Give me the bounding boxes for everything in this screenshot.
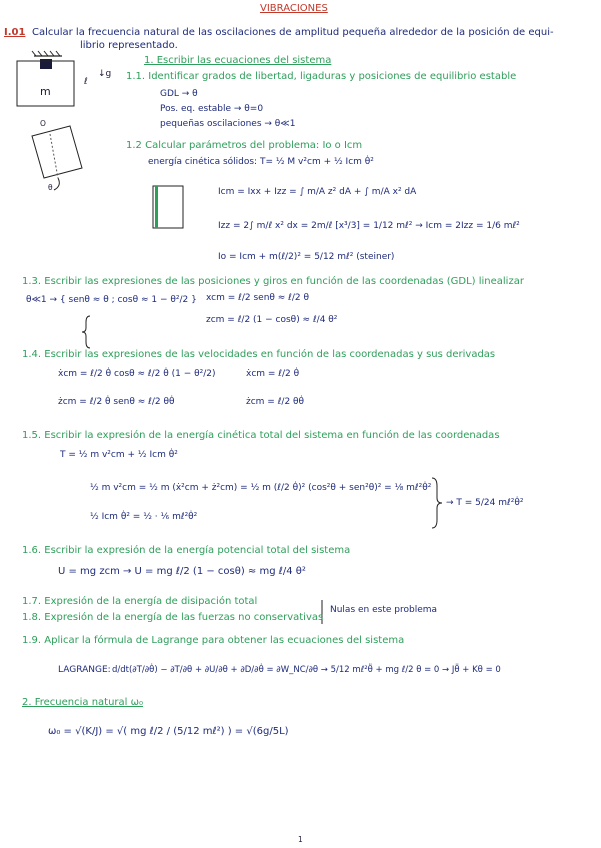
icm-equation: Icm = Ixx + Izz = ∫ m/A z² dA + ∫ m/A x² dA [218, 187, 417, 197]
o-label: O [40, 119, 46, 128]
natural-frequency-formula: ω₀ = √(K/J) = √( mg ℓ/2 / (5/12 mℓ²) ) = √(6g/5L) [48, 726, 289, 737]
section-1-2-title: 1.2 Calcular parámetros del problema: Io o Icm [126, 140, 363, 151]
energy-brace [432, 478, 442, 528]
rotational-energy: ½ Icm θ̇² = ½ · ⅙ mℓ²θ̇² [90, 512, 198, 522]
translational-energy: ½ m v²cm = ½ m (ẋ²cm + ż²cm) = ½ m (ℓ/2 θ̇)² (cos²θ + sen²θ)² = ⅛ mℓ²θ̇² [90, 483, 432, 493]
lagrange-label: LAGRANGE: [58, 665, 111, 675]
kinetic-energy-solids: energía cinética sólidos: T= ½ M v²cm + ½ Icm θ̇² [148, 157, 374, 167]
approx-brace [82, 316, 90, 348]
nulas-note: Nulas en este problema [330, 605, 438, 615]
izz-equation: Izz = 2∫ m/ℓ x² dx = 2m/ℓ [x³/3] = 1/12 mℓ² → Icm = 2Izz = 1/6 mℓ² [218, 221, 520, 231]
plate-section-figure [153, 186, 183, 228]
kinetic-energy-result: → T = 5/24 mℓ²θ̇² [446, 498, 524, 508]
xcm-position: xcm = ℓ/2 senθ ≈ ℓ/2 θ [206, 293, 310, 303]
equilibrium-line: Pos. eq. estable → θ=0 [160, 104, 264, 114]
problem-statement-line2: librio representado. [80, 40, 178, 51]
potential-energy: U = mg zcm → U = mg ℓ/2 (1 − cosθ) ≈ mg ℓ/4 θ² [58, 566, 306, 577]
page-number: 1 [298, 835, 303, 844]
section-1-8-title: 1.8. Expresión de la energía de las fuerzas no conservativas [22, 612, 324, 623]
lagrange-equation: d/dt(∂T/∂θ̇) − ∂T/∂θ + ∂U/∂θ + ∂D/∂θ̇ = ∂W_NC/∂θ → 5/12 mℓ²θ̈ + mg ℓ/2 θ = 0 → Jθ̈ + Kθ = 0 [112, 665, 501, 675]
zcm-position: zcm = ℓ/2 (1 − cosθ) ≈ ℓ/4 θ² [206, 315, 338, 325]
io-equation: Io = Icm + m(ℓ/2)² = 5/12 mℓ² (steiner) [218, 252, 395, 262]
zdot-linear: żcm = ℓ/2 θθ̇ [246, 397, 305, 407]
section-1-9-title: 1.9. Aplicar la fórmula de Lagrange para obtener las ecuaciones del sistema [22, 635, 405, 646]
section-1-3-title: 1.3. Escribir las expresiones de las posiciones y giros en función de las coordenadas (GDL) linealizar [22, 276, 524, 287]
section-1-1-title: 1.1. Identificar grados de libertad, ligaduras y posiciones de equilibrio estable [126, 71, 517, 82]
zdot-expression: żcm = ℓ/2 θ̇ senθ ≈ ℓ/2 θθ̇ [58, 397, 175, 407]
pendulum-figure-tilted [32, 126, 82, 190]
section-1-5-title: 1.5. Escribir la expresión de la energía cinética total del sistema en función de las coordenadas [22, 430, 500, 441]
section-1-4-title: 1.4. Escribir las expresiones de las velocidades en función de las coordenadas y sus derivadas [22, 349, 496, 360]
section-1-title: 1. Escribir las ecuaciones del sistema [144, 55, 332, 66]
problem-number: I.01 [4, 27, 26, 38]
page-title: VIBRACIONES [260, 3, 328, 14]
gdl-line: GDL → θ [160, 89, 198, 99]
mass-label: m [40, 85, 51, 98]
small-angle-approx: θ≪1 → { senθ ≈ θ ; cosθ ≈ 1 − θ²/2 } [26, 295, 197, 305]
section-1-7-title: 1.7. Expresión de la energía de disipación total [22, 596, 258, 607]
section-2-title: 2. Frecuencia natural ω₀ [22, 697, 144, 708]
length-label: ℓ [84, 77, 88, 87]
gravity-label: ↓g [98, 69, 112, 79]
small-oscillations-line: pequeñas oscilaciones → θ≪1 [160, 119, 296, 129]
problem-statement-line1: Calcular la frecuencia natural de las oscilaciones de amplitud pequeña alrededor de la posición de equi- [32, 27, 554, 38]
xdot-linear: ẋcm = ℓ/2 θ̇ [246, 369, 300, 379]
kinetic-energy-total: T = ½ m v²cm + ½ Icm θ̇² [60, 450, 178, 460]
section-1-6-title: 1.6. Escribir la expresión de la energía potencial total del sistema [22, 545, 351, 556]
angle-label: θ [48, 183, 53, 192]
xdot-expression: ẋcm = ℓ/2 θ̇ cosθ ≈ ℓ/2 θ̇ (1 − θ²/2) [58, 369, 216, 379]
